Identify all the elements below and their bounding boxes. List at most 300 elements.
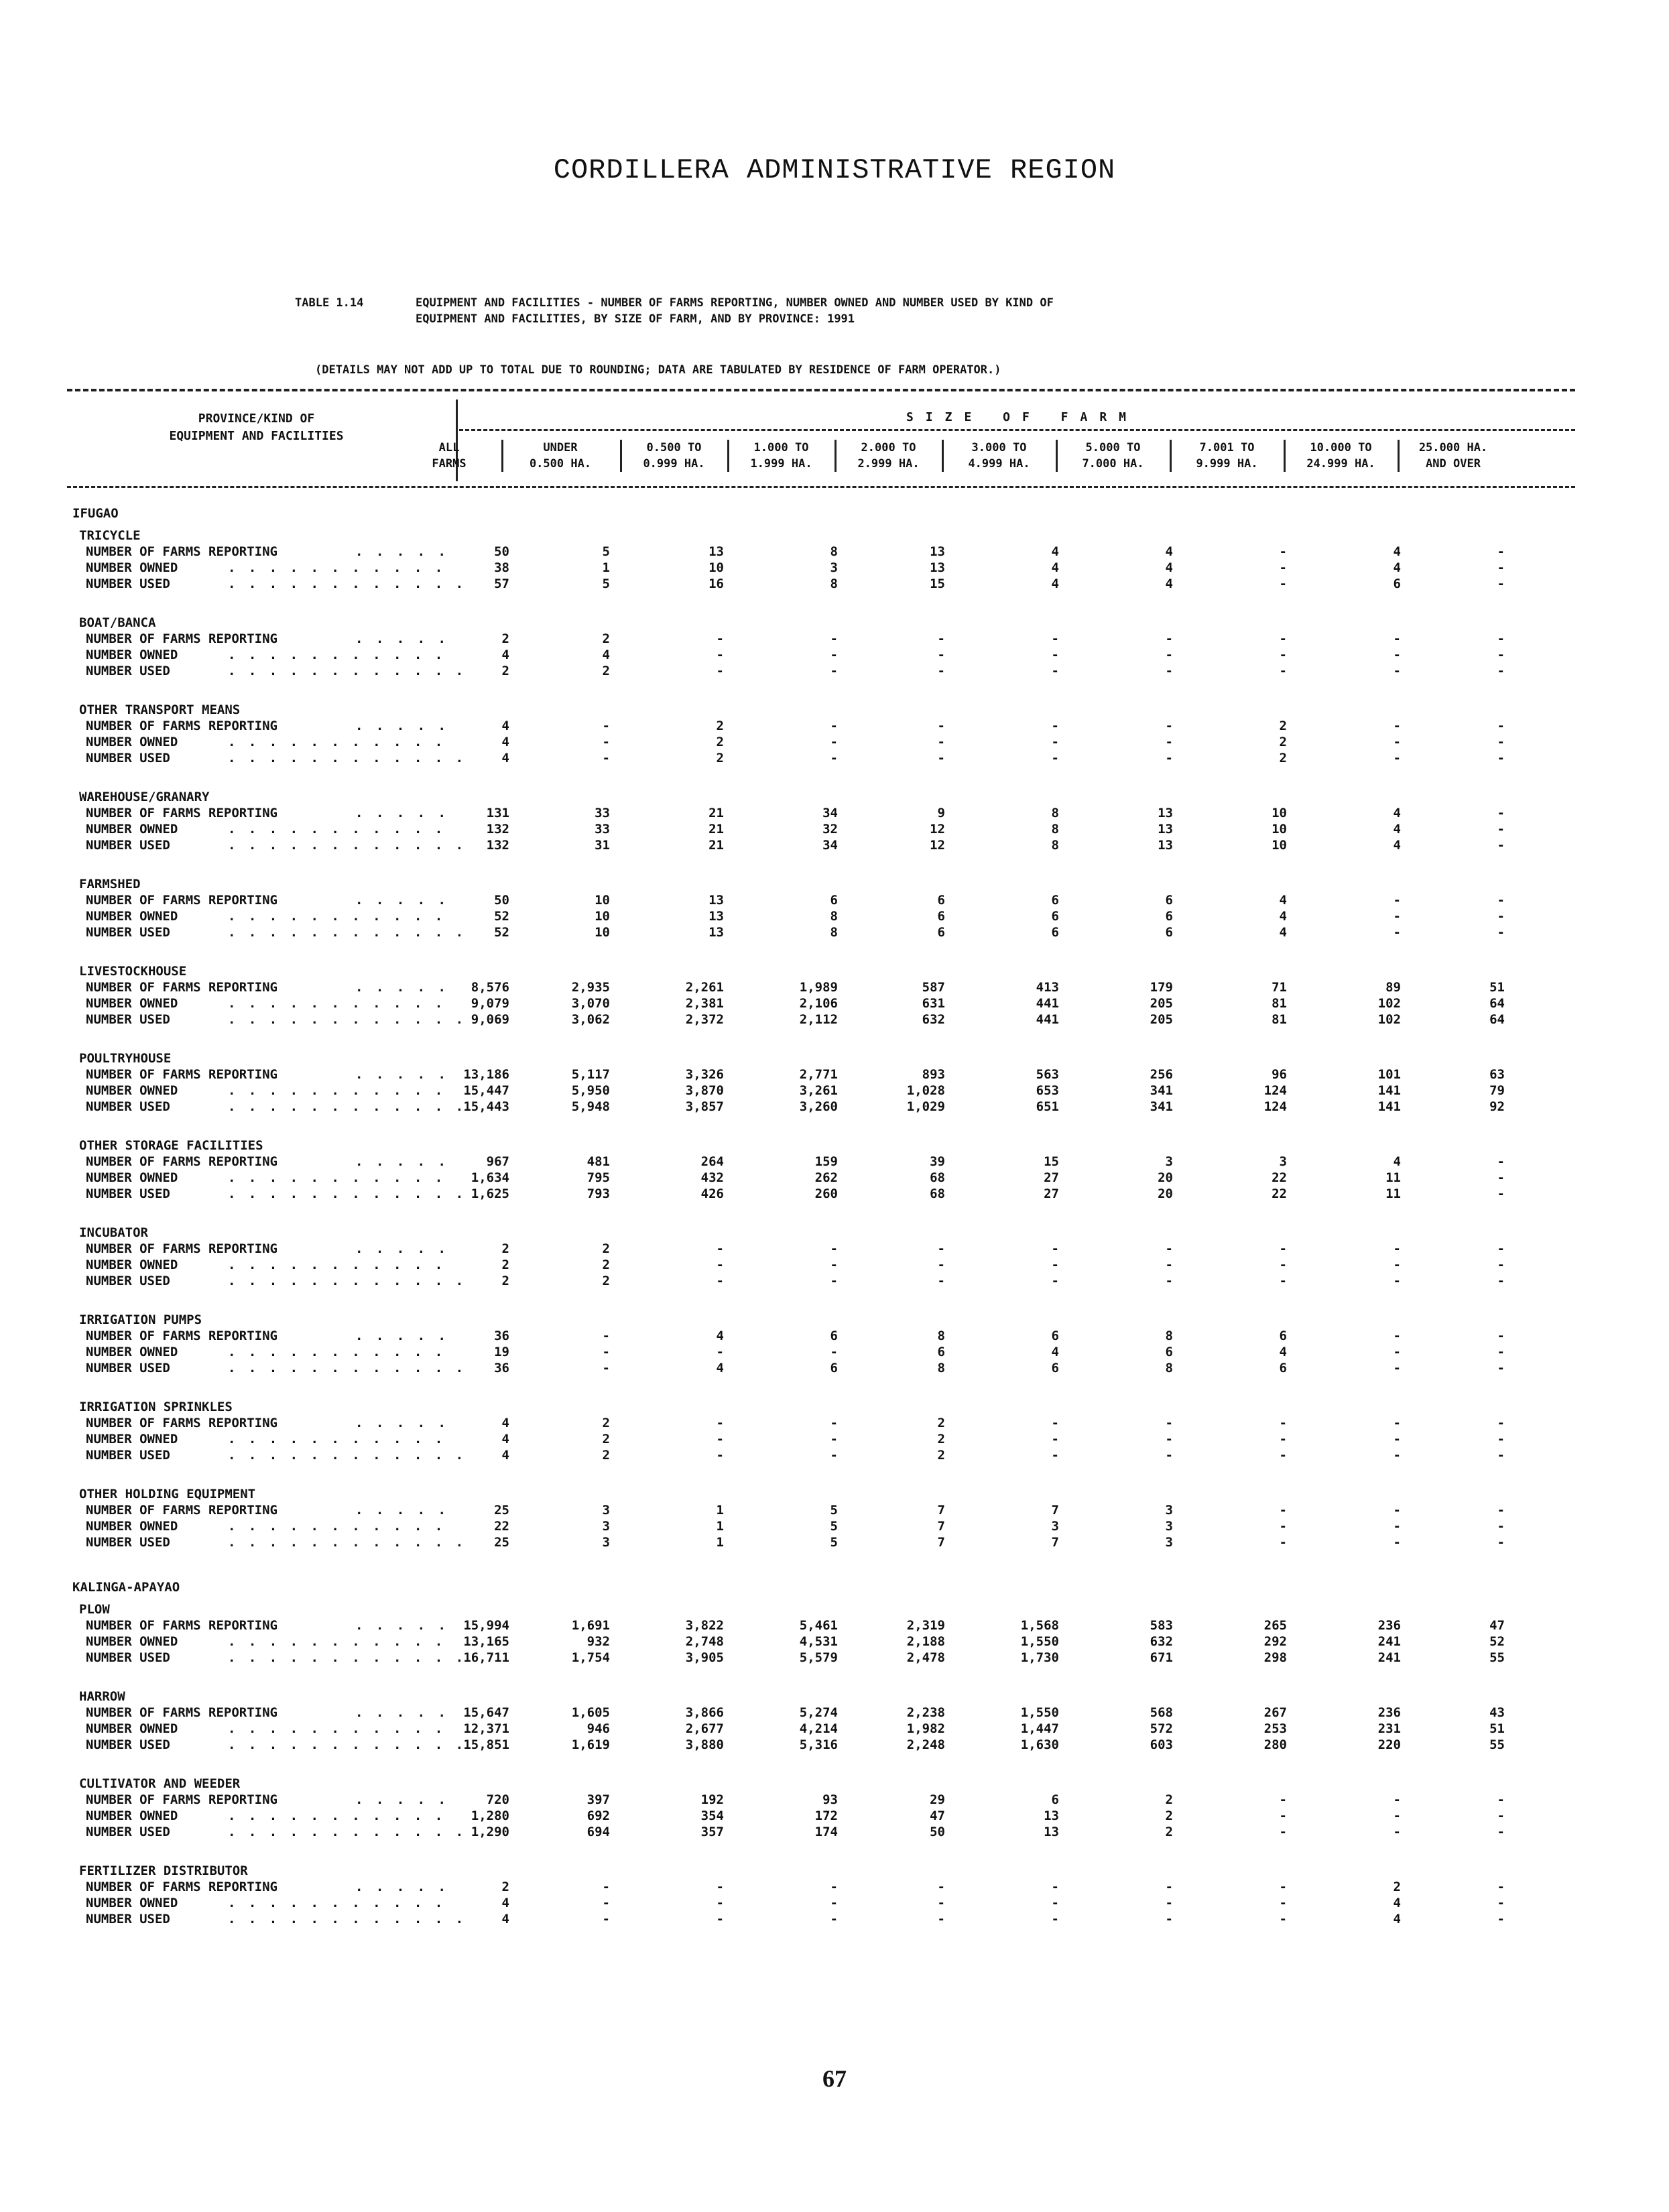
table-cell: 4 (716, 1329, 724, 1343)
table-cell: - (1497, 735, 1505, 749)
table-cell: 2,319 (906, 1618, 945, 1633)
column-header (620, 440, 726, 472)
table-cell: 102 (1377, 1012, 1401, 1027)
table-cell: 9 (937, 806, 945, 820)
table-cell: 4 (1393, 560, 1401, 575)
table-cell: 2 (501, 1241, 509, 1256)
column-header-line1: 0.500 TO (646, 441, 702, 454)
table-cell: 241 (1377, 1650, 1401, 1665)
table-cell: 2,248 (906, 1737, 945, 1752)
table-cell: 68 (930, 1170, 945, 1185)
table-cell: - (1497, 838, 1505, 853)
table-cell: 57 (494, 576, 509, 591)
table-cell: 8 (830, 544, 838, 559)
row-label: NUMBER OF FARMS REPORTING (86, 1618, 277, 1633)
table-cell: 15,647 (463, 1705, 509, 1720)
table-cell: 1,550 (1020, 1705, 1059, 1720)
table-cell: 5,461 (799, 1618, 838, 1633)
table-cell: 5,117 (571, 1067, 610, 1082)
table-cell: - (1393, 648, 1401, 662)
table-row (67, 1650, 1582, 1666)
table-cell: 2 (1279, 719, 1287, 733)
table-cell: - (937, 1880, 945, 1894)
table-cell: 4 (716, 1361, 724, 1375)
table-cell: 51 (1489, 1721, 1505, 1736)
leader-dots: . . . . . . . . . . . . (228, 664, 467, 678)
table-cell: 50 (494, 544, 509, 559)
table-cell: - (1393, 893, 1401, 908)
table-cell: 2 (937, 1416, 945, 1430)
table-cell: - (1051, 648, 1059, 662)
table-cell: - (602, 1896, 610, 1910)
equipment-group (67, 1225, 1582, 1289)
table-cell: 50 (494, 893, 509, 908)
table-cell: 3 (1165, 1519, 1173, 1534)
equipment-group (67, 1312, 1582, 1376)
leader-dots: . . . . . (355, 719, 448, 733)
table-cell: 2 (1165, 1825, 1173, 1839)
row-label: NUMBER OWNED (86, 1808, 178, 1823)
table-cell: 192 (700, 1792, 724, 1807)
table-cell: 1,619 (571, 1737, 610, 1752)
top-rule (67, 389, 1575, 391)
table-cell: - (1497, 909, 1505, 924)
table-cell: 10 (1272, 822, 1287, 837)
table-cell: 33 (595, 822, 610, 837)
stub-header-line2: EQUIPMENT AND FACILITIES (169, 429, 344, 443)
row-label: NUMBER USED (86, 925, 170, 940)
table-cell: 25 (494, 1535, 509, 1550)
table-cell: 3,062 (571, 1012, 610, 1027)
table-cell: 262 (814, 1170, 838, 1185)
table-row (67, 821, 1582, 837)
table-cell: 4 (501, 1448, 509, 1463)
table-cell: 587 (922, 980, 945, 995)
table-cell: 7 (937, 1503, 945, 1518)
table-row (67, 1066, 1582, 1083)
table-cell: - (1393, 1361, 1401, 1375)
table-cell: - (1051, 1416, 1059, 1430)
table-cell: - (1165, 1880, 1173, 1894)
table-row (67, 1705, 1582, 1721)
table-cell: 357 (700, 1825, 724, 1839)
table-cell: - (602, 1880, 610, 1894)
table-cell: 1,691 (571, 1618, 610, 1633)
table-cell: - (1279, 560, 1287, 575)
table-cell: - (1051, 751, 1059, 765)
table-cell: 1,029 (906, 1099, 945, 1114)
province-name: KALINGA-APAYAO (72, 1580, 180, 1595)
column-header-line2: 4.999 HA. (968, 457, 1030, 471)
table-cell: 632 (1150, 1634, 1173, 1649)
table-cell: - (1051, 1880, 1059, 1894)
table-cell: 2,677 (685, 1721, 724, 1736)
table-row (67, 663, 1582, 679)
table-cell: - (1279, 1274, 1287, 1288)
table-row (67, 805, 1582, 821)
table-row (67, 1808, 1582, 1824)
table-cell: 793 (586, 1186, 610, 1201)
table-cell: 441 (1036, 1012, 1059, 1027)
row-label: NUMBER OWNED (86, 648, 178, 662)
table-cell: 298 (1263, 1650, 1287, 1665)
table-cell: 101 (1377, 1067, 1401, 1082)
table-cell: 132 (486, 838, 509, 853)
table-cell: - (1497, 631, 1505, 646)
table-cell: 64 (1489, 1012, 1505, 1027)
table-row (67, 1099, 1582, 1115)
leader-dots: . . . . . . . . . . . . (228, 1650, 467, 1665)
column-header (1284, 440, 1396, 472)
table-cell: 29 (930, 1792, 945, 1807)
table-cell: 1,754 (571, 1650, 610, 1665)
column-header-line2: 24.999 HA. (1306, 457, 1375, 471)
column-header-line2: 0.500 HA. (529, 457, 592, 471)
table-cell: 6 (830, 893, 838, 908)
table-cell: 1,625 (471, 1186, 509, 1201)
table-cell: 4 (1279, 909, 1287, 924)
table-cell: 11 (1385, 1186, 1401, 1201)
table-cell: 2 (602, 631, 610, 646)
table-cell: 52 (494, 925, 509, 940)
table-row (67, 1447, 1582, 1463)
table-cell: 2 (937, 1448, 945, 1463)
table-cell: 692 (586, 1808, 610, 1823)
table-cell: 13 (708, 893, 724, 908)
table-row (67, 750, 1582, 766)
table-cell: - (1497, 1503, 1505, 1518)
table-cell: 20 (1158, 1170, 1173, 1185)
table-cell: 3,822 (685, 1618, 724, 1633)
row-label: NUMBER USED (86, 1012, 170, 1027)
table-cell: 27 (1044, 1170, 1059, 1185)
table-cell: 426 (700, 1186, 724, 1201)
table-cell: 8 (937, 1361, 945, 1375)
table-cell: - (716, 1432, 724, 1447)
table-cell: 5,950 (571, 1083, 610, 1098)
table-cell: - (937, 664, 945, 678)
table-row (67, 1186, 1582, 1202)
row-label: NUMBER OF FARMS REPORTING (86, 893, 277, 908)
table-cell: 141 (1377, 1099, 1401, 1114)
table-cell: 93 (822, 1792, 838, 1807)
table-cell: 3,857 (685, 1099, 724, 1114)
table-cell: 967 (486, 1154, 509, 1169)
table-row (67, 1737, 1582, 1753)
column-header (1170, 440, 1282, 472)
table-cell: - (716, 1257, 724, 1272)
table-cell: 603 (1150, 1737, 1173, 1752)
table-cell: 653 (1036, 1083, 1059, 1098)
table-row (67, 1721, 1582, 1737)
row-label: NUMBER OWNED (86, 909, 178, 924)
table-cell: 4 (501, 1432, 509, 1447)
table-cell: - (937, 1912, 945, 1926)
table-cell: - (1279, 648, 1287, 662)
row-label: NUMBER OF FARMS REPORTING (86, 1705, 277, 1720)
table-cell: 4 (1393, 838, 1401, 853)
table-cell: - (1165, 751, 1173, 765)
equipment-group (67, 1863, 1582, 1927)
equipment-name: PLOW (79, 1602, 110, 1617)
row-label: NUMBER OF FARMS REPORTING (86, 544, 277, 559)
table-cell: 10 (595, 893, 610, 908)
column-header-line2: FARMS (432, 457, 467, 471)
table-cell: 3,905 (685, 1650, 724, 1665)
table-cell: 2 (501, 1257, 509, 1272)
table-cell: 3,260 (799, 1099, 838, 1114)
table-cell: - (1279, 664, 1287, 678)
table-cell: 4 (1165, 544, 1173, 559)
table-cell: - (1165, 631, 1173, 646)
table-cell: 13,165 (463, 1634, 509, 1649)
table-cell: 6 (937, 909, 945, 924)
table-cell: - (1051, 1241, 1059, 1256)
table-cell: 10 (1272, 838, 1287, 853)
table-cell: 632 (922, 1012, 945, 1027)
table-cell: 15,447 (463, 1083, 509, 1098)
column-header-line2: 2.999 HA. (857, 457, 920, 471)
equipment-name: OTHER HOLDING EQUIPMENT (79, 1487, 256, 1501)
table-cell: 5 (830, 1535, 838, 1550)
row-label: NUMBER USED (86, 1099, 170, 1114)
table-cell: - (1279, 1880, 1287, 1894)
table-cell: 6 (1165, 925, 1173, 940)
row-label: NUMBER USED (86, 751, 170, 765)
table-cell: 481 (586, 1154, 610, 1169)
table-cell: - (1393, 1808, 1401, 1823)
table-cell: 5 (602, 544, 610, 559)
table-row (67, 1154, 1582, 1170)
table-cell: 2,261 (685, 980, 724, 995)
table-cell: 4 (501, 1912, 509, 1926)
table-cell: 893 (922, 1067, 945, 1082)
table-cell: - (1497, 1170, 1505, 1185)
table-cell: - (1393, 735, 1401, 749)
row-label: NUMBER USED (86, 576, 170, 591)
table-cell: 671 (1150, 1650, 1173, 1665)
table-cell: 6 (1051, 925, 1059, 940)
header-bottom-rule (67, 486, 1575, 488)
size-of-farm-rule (459, 429, 1575, 431)
table-cell: 3 (602, 1535, 610, 1550)
equipment-name: LIVESTOCKHOUSE (79, 964, 187, 979)
table-cell: 8 (1051, 838, 1059, 853)
table-cell: 1 (602, 560, 610, 575)
table-row (67, 1911, 1582, 1927)
row-label: NUMBER USED (86, 838, 170, 853)
table-cell: 8 (1051, 822, 1059, 837)
equipment-name: HARROW (79, 1689, 125, 1704)
table-cell: 16 (708, 576, 724, 591)
table-row (67, 924, 1582, 940)
table-row (67, 1617, 1582, 1634)
row-label: NUMBER OWNED (86, 1257, 178, 1272)
table-cell: 795 (586, 1170, 610, 1185)
table-cell: - (1497, 1345, 1505, 1359)
table-cell: 2 (602, 1257, 610, 1272)
table-cell: 10 (708, 560, 724, 575)
leader-dots: . . . . . . . . . . . (228, 735, 446, 749)
leader-dots: . . . . . . . . . . . . (228, 1099, 467, 1114)
caption-text-1: EQUIPMENT AND FACILITIES - NUMBER OF FARMS REPORTING, NUMBER OWNED AND NUMBER USED BY KIND OF (416, 296, 1054, 310)
table-cell: 2,935 (571, 980, 610, 995)
leader-dots: . . . . . . . . . . . . (228, 1186, 467, 1201)
leader-dots: . . . . . (355, 1416, 448, 1430)
table-cell: 4 (1165, 560, 1173, 575)
table-cell: 5 (830, 1503, 838, 1518)
table-cell: - (830, 719, 838, 733)
column-header-line1: 2.000 TO (861, 441, 916, 454)
row-label: NUMBER OWNED (86, 560, 178, 575)
table-cell: - (1393, 1329, 1401, 1343)
table-cell: - (716, 1912, 724, 1926)
table-cell: - (716, 648, 724, 662)
row-label: NUMBER OF FARMS REPORTING (86, 1880, 277, 1894)
table-cell: - (1497, 1241, 1505, 1256)
table-cell: 7 (937, 1519, 945, 1534)
row-label: NUMBER OF FARMS REPORTING (86, 806, 277, 820)
table-cell: 3 (1051, 1519, 1059, 1534)
table-cell: 52 (494, 909, 509, 924)
table-cell: 2 (716, 751, 724, 765)
table-cell: - (830, 1241, 838, 1256)
size-of-farm-header: SIZE OF FARM (906, 410, 1139, 424)
table-row (67, 1273, 1582, 1289)
table-cell: - (1393, 925, 1401, 940)
table-row (67, 837, 1582, 853)
table-header (67, 400, 1575, 483)
row-label: NUMBER USED (86, 1737, 170, 1752)
column-header-line1: 10.000 TO (1310, 441, 1372, 454)
table-cell: 265 (1263, 1618, 1287, 1633)
table-cell: 33 (595, 806, 610, 820)
table-cell: 8 (830, 576, 838, 591)
row-label: NUMBER OWNED (86, 1721, 178, 1736)
table-cell: - (830, 1896, 838, 1910)
table-cell: 4 (1279, 1345, 1287, 1359)
row-label: NUMBER OF FARMS REPORTING (86, 1503, 277, 1518)
column-header (402, 440, 496, 472)
table-cell: 21 (708, 806, 724, 820)
table-cell: 36 (494, 1361, 509, 1375)
equipment-name: OTHER TRANSPORT MEANS (79, 702, 241, 717)
table-cell: 13,186 (463, 1067, 509, 1082)
table-cell: 20 (1158, 1186, 1173, 1201)
row-label: NUMBER OWNED (86, 1345, 178, 1359)
table-cell: 1,634 (471, 1170, 509, 1185)
table-row (67, 1792, 1582, 1808)
table-cell: 441 (1036, 996, 1059, 1011)
table-cell: 3,326 (685, 1067, 724, 1082)
table-cell: 264 (700, 1154, 724, 1169)
table-row (67, 1241, 1582, 1257)
table-cell: 7 (1051, 1503, 1059, 1518)
table-cell: 6 (1165, 1345, 1173, 1359)
table-cell: 5,316 (799, 1737, 838, 1752)
table-cell: 38 (494, 560, 509, 575)
table-cell: - (1393, 719, 1401, 733)
table-row (67, 892, 1582, 908)
table-cell: 2 (602, 1416, 610, 1430)
leader-dots: . . . . . . . . . . . . (228, 1535, 467, 1550)
column-header-line2: 9.999 HA. (1196, 457, 1258, 471)
leader-dots: . . . . . . . . . . . . (228, 1012, 467, 1027)
table-cell: - (1393, 1519, 1401, 1534)
table-cell: 13 (1158, 822, 1173, 837)
table-cell: 3 (1165, 1154, 1173, 1169)
table-cell: 4 (1051, 544, 1059, 559)
table-cell: 4 (1393, 1154, 1401, 1169)
table-cell: 2 (602, 1448, 610, 1463)
leader-dots: . . . . . . . . . . . . (228, 1448, 467, 1463)
table-row (67, 908, 1582, 924)
column-header-line2: 0.999 HA. (643, 457, 705, 471)
equipment-name: FERTILIZER DISTRIBUTOR (79, 1863, 248, 1878)
row-label: NUMBER OWNED (86, 1432, 178, 1447)
table-cell: - (830, 631, 838, 646)
table-cell: 92 (1489, 1099, 1505, 1114)
table-body (67, 499, 1582, 1950)
leader-dots: . . . . . . . . . . . (228, 1345, 446, 1359)
column-header (942, 440, 1054, 472)
table-cell: 11 (1385, 1170, 1401, 1185)
table-cell: - (1497, 719, 1505, 733)
row-label: NUMBER OWNED (86, 1170, 178, 1185)
table-cell: - (937, 719, 945, 733)
table-cell: - (1051, 1274, 1059, 1288)
leader-dots: . . . . . (355, 1067, 448, 1082)
table-cell: - (830, 1345, 838, 1359)
table-cell: 354 (700, 1808, 724, 1823)
leader-dots: . . . . . (355, 631, 448, 646)
table-cell: 2 (1165, 1792, 1173, 1807)
leader-dots: . . . . . . . . . . . . (228, 838, 467, 853)
stub-header (67, 410, 446, 445)
equipment-group (67, 963, 1582, 1028)
table-cell: 71 (1272, 980, 1287, 995)
table-cell: 15,443 (463, 1099, 509, 1114)
table-cell: 159 (814, 1154, 838, 1169)
table-cell: - (1497, 1257, 1505, 1272)
table-cell: - (1051, 1448, 1059, 1463)
table-cell: 6 (937, 1345, 945, 1359)
table-cell: - (716, 1896, 724, 1910)
page-title: CORDILLERA ADMINISTRATIVE REGION (553, 154, 1116, 186)
table-cell: - (1051, 664, 1059, 678)
row-label: NUMBER USED (86, 1361, 170, 1375)
column-header-line1: 5.000 TO (1085, 441, 1141, 454)
table-cell: 21 (708, 838, 724, 853)
table-cell: - (1279, 1535, 1287, 1550)
leader-dots: . . . . . . . . . . . (228, 1634, 446, 1649)
table-cell: 3,866 (685, 1705, 724, 1720)
row-label: NUMBER USED (86, 1825, 170, 1839)
table-row (67, 1360, 1582, 1376)
equipment-group (67, 1486, 1582, 1550)
table-cell: 4 (1393, 1912, 1401, 1926)
table-cell: 2,478 (906, 1650, 945, 1665)
table-cell: 253 (1263, 1721, 1287, 1736)
table-cell: - (1393, 1448, 1401, 1463)
table-row (67, 1534, 1582, 1550)
table-cell: 4,214 (799, 1721, 838, 1736)
table-cell: 2 (602, 664, 610, 678)
equipment-group (67, 528, 1582, 592)
table-cell: 3 (830, 560, 838, 575)
table-cell: 8 (830, 925, 838, 940)
table-cell: 563 (1036, 1067, 1059, 1082)
